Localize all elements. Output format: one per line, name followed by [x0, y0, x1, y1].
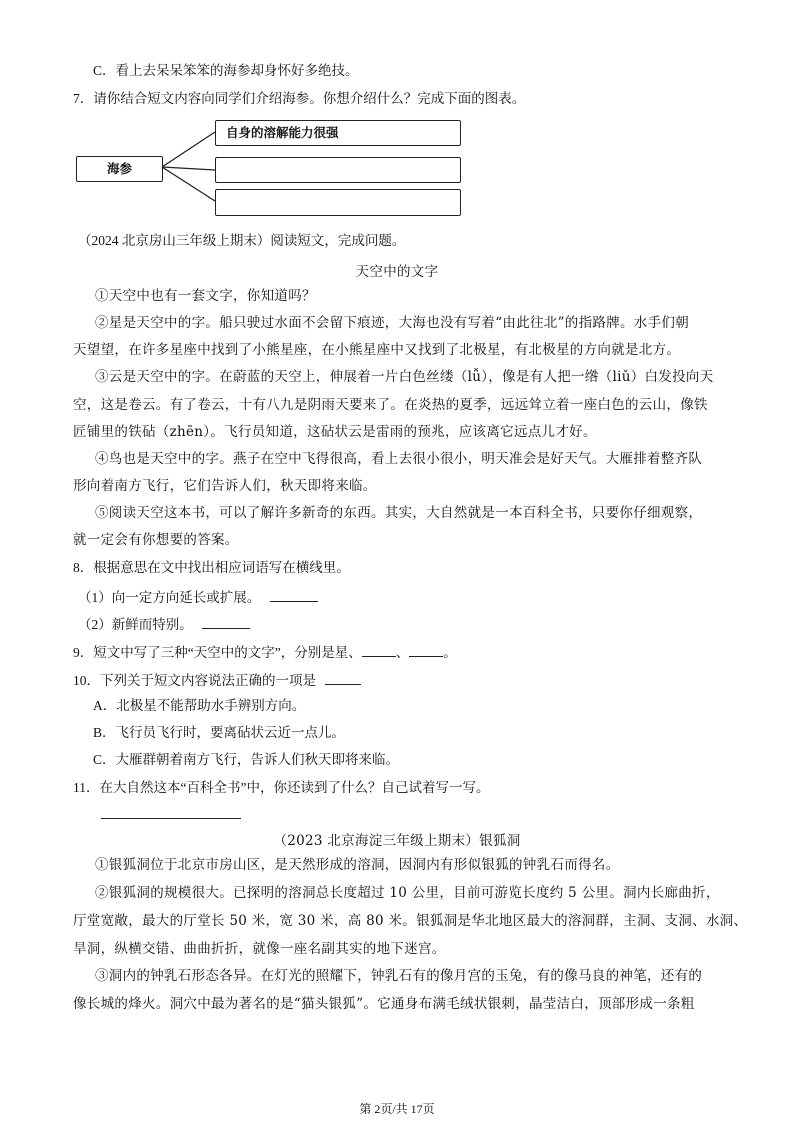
- passage2-title: 天空中的文字: [355, 264, 439, 280]
- diagram-box-3[interactable]: [215, 189, 461, 216]
- passage2-line-5: 空，这是卷云。有了卷云，十有八九是阴雨天要来了。在炎热的夏季，远远耸立着一座白色的云山，像铁: [73, 397, 708, 413]
- diagram-box-1: [215, 120, 461, 146]
- passage3-line-2: ②银狐洞的规模很大。已探明的溶洞总长度超过 10 公里，目前可游览长度约 5 公里。洞内长廊曲折，: [95, 885, 720, 901]
- passage2-line-2: ②星是天空中的字。船只驶过水面不会留下痕迹，大海也没有写着“由此往北”的指路牌。水手们朝: [95, 315, 690, 331]
- q10-option-c[interactable]: C．大雁群朝着南方飞行，告诉人们秋天即将来临。: [93, 752, 400, 767]
- q6-option-c: C．看上去呆呆笨笨的海参却身怀好多绝技。: [93, 63, 359, 78]
- passage2-line-9: ⑤阅读天空这本书，可以了解许多新奇的东西。其实，大自然就是一本百科全书，只要你仔细观察，: [95, 505, 703, 521]
- diagram-box-1-label: 自身的溶解能力很强: [226, 125, 339, 140]
- q9-prefix: 9．短文中写了三种“天空中的文字”，分别是星、: [73, 645, 362, 660]
- passage3-line-6: 像长城的烽火。洞穴中最为著名的是“猫头银狐”。它通身布满毛绒状银刺，晶莹洁白，顶部形成一条粗: [73, 996, 695, 1012]
- q8-item-1: [78, 587, 318, 607]
- diagram-center-label: 海参: [107, 161, 133, 176]
- q11-question: 11．在大自然这本“百科全书”中，你还读到了什么？自己试着写一写。: [73, 780, 490, 795]
- q10-answer[interactable]: [325, 670, 361, 685]
- passage3-title: （2023 北京海淀三年级上期末）银狐洞: [273, 833, 521, 849]
- passage2-source: （2024 北京房山三年级上期末）阅读短文，完成问题。: [78, 233, 406, 248]
- q8-answer-1[interactable]: [270, 587, 318, 602]
- connector-line-1: [162, 132, 215, 167]
- q10-question-text: 10．下列关于短文内容说法正确的一项是: [73, 673, 316, 688]
- passage3-line-4: 旱洞，纵横交错、曲曲折折，就像一座名副其实的地下迷宫。: [73, 941, 446, 957]
- q8-item-2: [78, 614, 250, 634]
- passage3-line-3: 厅堂宽敞，最大的厅堂长 50 米，宽 30 米，高 80 米。银狐洞是华北地区最大的溶洞群，主洞、支洞、水洞、: [73, 913, 748, 929]
- q7-question: 7．请你结合短文内容向同学们介绍海参。你想介绍什么？完成下面的图表。: [73, 91, 526, 106]
- q11-answer-line[interactable]: [101, 818, 241, 819]
- passage3-line-1: ①银狐洞位于北京市房山区，是天然形成的溶洞，因洞内有形似银狐的钟乳石而得名。: [95, 857, 620, 873]
- q10-option-b[interactable]: B．飞行员飞行时，要离砧状云近一点儿。: [93, 725, 346, 740]
- connector-line-2: [162, 167, 215, 170]
- page-footer: 第 2页/共 17页: [359, 1102, 435, 1116]
- diagram-center-box: [76, 156, 163, 182]
- diagram-box-2[interactable]: [215, 157, 461, 183]
- passage2-line-1: ①天空中也有一套文字，你知道吗？: [95, 288, 316, 304]
- passage2-line-10: 就一定会有你想要的答案。: [73, 532, 239, 548]
- q9-end: 。: [443, 645, 457, 660]
- q9-sep: 、: [395, 645, 410, 660]
- q10-option-a[interactable]: A．北极星不能帮助水手辨别方向。: [93, 698, 306, 713]
- q8-answer-2[interactable]: [202, 614, 250, 629]
- q8-item-2-text: （2）新鲜而特别。: [78, 617, 193, 632]
- passage2-line-7: ④鸟也是天空中的字。燕子在空中飞得很高，看上去很小很小，明天准会是好天气。大雁排着整齐队: [95, 451, 703, 467]
- q9-question: [73, 642, 457, 662]
- q8-item-1-text: （1）向一定方向延长或扩展。: [78, 590, 261, 605]
- passage2-line-4: ③云是天空中的字。在蔚蓝的天空上，伸展着一片白色丝缕（lǚ），像是有人把一绺（liǔ）白发投向天: [95, 369, 714, 385]
- q8-question: 8．根据意思在文中找出相应词语写在横线里。: [73, 560, 350, 575]
- q9-answer-1[interactable]: [362, 642, 396, 657]
- passage2-line-8: 形向着南方飞行，它们告诉人们，秋天即将来临。: [73, 478, 377, 494]
- q9-answer-2[interactable]: [409, 642, 443, 657]
- q10-question: [73, 670, 361, 690]
- passage2-line-6: 匠铺里的铁砧（zhēn）。飞行员知道，这砧状云是雷雨的预兆，应该离它远点儿才好。: [73, 424, 597, 440]
- passage3-line-5: ③洞内的钟乳石形态各异。在灯光的照耀下，钟乳石有的像月宫的玉兔，有的像马良的神笔，还有的: [95, 968, 703, 984]
- passage2-line-3: 天望望，在许多星座中找到了小熊星座，在小熊星座中又找到了北极星，有北极星的方向就是北方。: [73, 342, 681, 358]
- connector-line-3: [162, 167, 215, 201]
